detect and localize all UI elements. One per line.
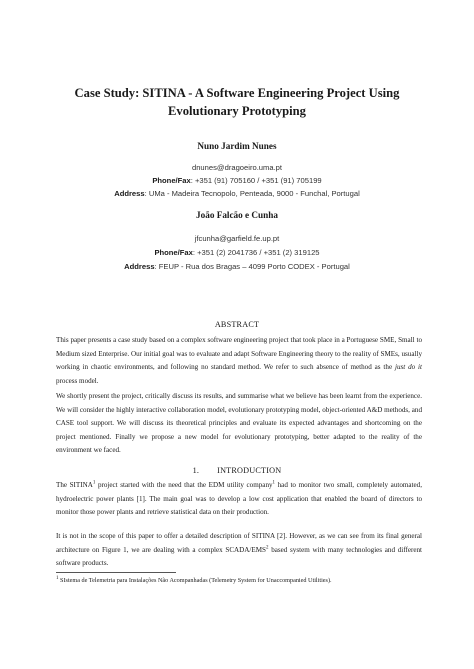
phone-value: : +351 (91) 705160 / +351 (91) 705199 bbox=[190, 176, 322, 185]
section-title: INTRODUCTION bbox=[217, 466, 282, 475]
address-label: Address bbox=[114, 189, 145, 198]
abstract-italic: just do it bbox=[394, 363, 422, 372]
section-number: 1. bbox=[192, 466, 200, 475]
footnote-marker: 2 bbox=[266, 545, 269, 551]
abstract-text: This paper presents a case study based on a complex software engineering project that took place in a Portuguese SME, Small to Medium sized Enterprise. Our initial goal was to evaluate and adapt Software Engineering theory to the reality of SMEs, usually working in chaotic environments, and following no standard method. We refer to such absence of method as the bbox=[56, 336, 422, 372]
address-label: Address bbox=[124, 262, 155, 271]
body-paragraph bbox=[56, 530, 422, 571]
author-address bbox=[0, 262, 474, 271]
phone-label: Phone/Fax bbox=[154, 248, 193, 257]
abstract-paragraph bbox=[56, 334, 422, 388]
paragraph-text: It is not in the scope of this paper to offer a detailed description of SITINA [2]. However, as we can see from its final general architecture on Figure 1, we are dealing with a complex SCADA/EMS bbox=[56, 532, 422, 554]
author-phone bbox=[0, 248, 474, 257]
abstract-paragraph: We shortly present the project, critically discuss its results, and summarise what we believe has been learnt from the experience. We will consider the highly interactive collaboration model, evolutionary prototyping model, object-oriented A&D methods, and CASE tool support. We will discuss its theoretical principles and evaluate its expected advantages and shortcoming on the project mentioned. Finally we propose a new model for evolutionary prototyping, better adapted to the reality of the environment we faced. bbox=[56, 392, 422, 455]
phone-value: : +351 (2) 2041736 / +351 (2) 319125 bbox=[192, 248, 320, 257]
paragraph-text: based system with many technologies and different software products. bbox=[56, 545, 423, 568]
author-name: João Falcão e Cunha bbox=[196, 210, 278, 220]
paper-title: Case Study: SITINA - A Software Engineering Project Using Evolutionary Prototyping bbox=[74, 86, 400, 118]
paragraph-text: project started with the need that the EDM utility company bbox=[95, 481, 273, 489]
footnote-divider bbox=[56, 572, 176, 573]
paragraph-text: The SITINA bbox=[56, 481, 93, 489]
paragraph-text: had to monitor two small, completely automated, hydroelectric power plants [1]. The main goal was to develop a low cost application that enabled the board of directors to monitor those power plants and retrieve statistical data on their production. bbox=[56, 481, 422, 517]
abstract-heading: ABSTRACT bbox=[214, 320, 260, 329]
footnote-marker: 1 bbox=[92, 480, 96, 486]
address-value: : UMa - Madeira Tecnopolo, Penteada, 9000 - Funchal, Portugal bbox=[144, 189, 360, 198]
author-phone bbox=[0, 176, 474, 185]
footnote-text: SIstema de Telemetria para Instalações Não Acompanhadas (Telemetry System for Unaccompanied Utilities). bbox=[58, 577, 332, 584]
author-email: dnunes@dragoeiro.uma.pt bbox=[191, 163, 283, 172]
body-paragraph bbox=[56, 479, 422, 520]
footnote-number: 1 bbox=[56, 575, 59, 581]
abstract-text-end: process model. bbox=[56, 376, 99, 385]
author-address bbox=[0, 189, 474, 198]
author-email: jfcunha@garfield.fe.up.pt bbox=[194, 234, 280, 243]
phone-label: Phone/Fax bbox=[152, 176, 191, 185]
address-value: : FEUP - Rua dos Bragas – 4099 Porto CODEX - Portugal bbox=[154, 262, 350, 271]
footnote-marker: 1 bbox=[272, 480, 276, 486]
section-heading bbox=[0, 466, 474, 475]
footnote bbox=[56, 576, 426, 585]
author-name: Nuno Jardim Nunes bbox=[197, 141, 277, 151]
